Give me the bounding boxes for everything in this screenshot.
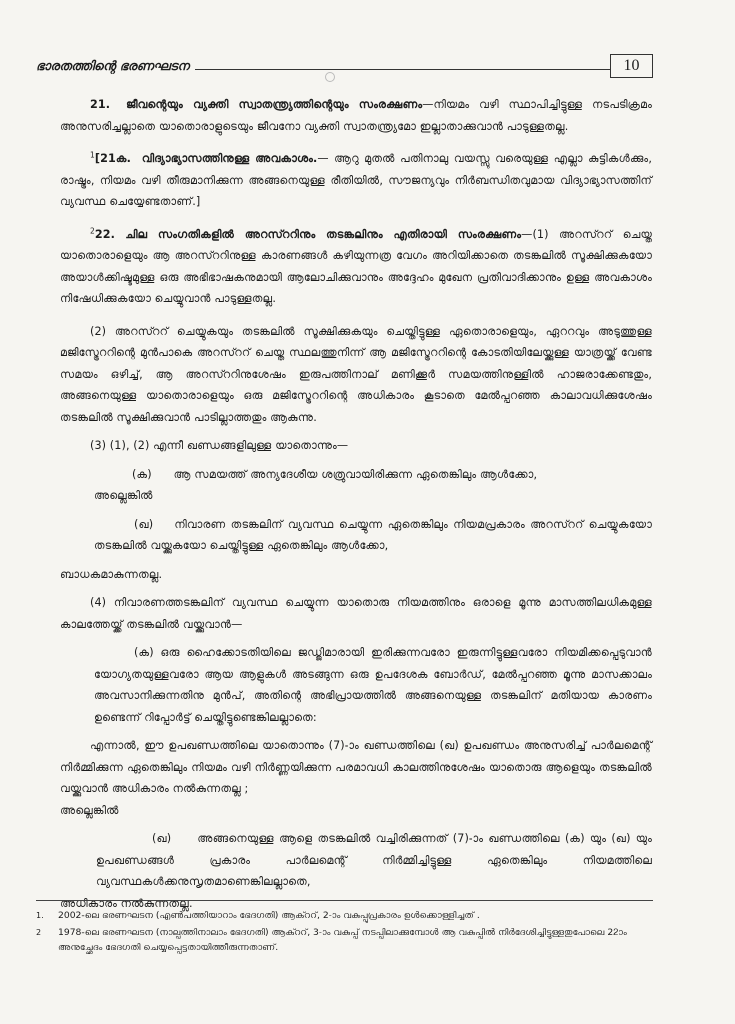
- article-22-clause-3-intro: (3) (1), (2) എന്നീ ഖണ്ഡങ്ങളിലുള്ള യാതൊന്നും—: [90, 439, 349, 452]
- clause-4-sub-b: [60, 828, 652, 893]
- footnote-mark: 2: [36, 928, 42, 937]
- clause-4-or: അല്ലെങ്കിൽ: [60, 803, 119, 817]
- article-22-clause-4-intro: (4) നിവാരണത്തടങ്കലിന് വ്യവസ്ഥ ചെയ്യുന്ന യാതൊരു നിയമത്തിനും ഒരാളെ മൂന്നു മാസത്തിലധികമുള്ള കാലത്തേയ്ക്ക് തടങ്കലിൽ വയ്ക്കുവാൻ—: [60, 596, 652, 631]
- article-heading: വിദ്യാഭ്യാസത്തിനുള്ള അവകാശം.: [141, 152, 318, 165]
- article-number: 21.: [90, 98, 111, 111]
- clause-4-proviso: എന്നാൽ, ഈ ഉപഖണ്ഡത്തിലെ യാതൊന്നും (7)-ാം ഖണ്ഡത്തിലെ (ഖ) ഉപഖണ്ഡം അനുസരിച്ച് പാർലമെന്റ് നിർമ്മിക്കുന്ന ഏതെങ്കിലും നിയമം വഴി നിർണ്ണയിക്കുന്ന പരമാവധി കാലത്തിനുശേഷം യാതൊരു ആളെയും തടങ്കലിൽ വയ്ക്കുവാൻ അധികാരം നൽകുന്നതല്ല ;: [60, 739, 652, 795]
- sub-text: നിവാരണ തടങ്കലിന് വ്യവസ്ഥ ചെയ്യുന്ന ഏതെങ്കിലും നിയമപ്രകാരം അറസ്ററ് ചെയ്യുകയോ തടങ്കലിൽ വയ്ക്കുകയോ ചെയ്തിട്ടുള്ള ഏതെങ്കിലും ആൾക്കോ,: [94, 517, 653, 552]
- running-header: [36, 54, 653, 84]
- page-number: 10: [610, 54, 653, 78]
- article-number: 22.: [94, 227, 115, 241]
- clause-4-sub-a: [60, 642, 652, 728]
- sub-label: (ക): [134, 646, 154, 659]
- document-body: [60, 94, 652, 914]
- header-title: ഭാരതത്തിന്റെ ഭരണഘടന: [36, 58, 195, 74]
- article-21a: [60, 148, 652, 213]
- sub-text: ആ സമയത്ത് അന്യദേശീയ ശത്രുവായിരിക്കുന്ന ഏതെങ്കിലും ആൾക്കോ,: [173, 467, 538, 481]
- footnotes: [36, 906, 653, 955]
- clause-3-or: അല്ലെങ്കിൽ: [94, 489, 153, 502]
- clause-text: —(1) അറസ്ററ് ചെയ്ത യാതൊരാളെയും ആ അറസ്ററിനുള്ള കാരണങ്ങൾ കഴിയുന്നത്ര വേഗം അറിയിക്കാതെ തടങ്കലിൽ സൂക്ഷിക്കുകയോ അയാൾക്കിഷ്ടമുള്ള ഒരു അഭിഭാഷകനുമായി ആലോചിക്കുവാനും അദ്ദേഹം മുഖേന പ്രതിവാദിക്കാനും ഉള്ള അവകാശം നിഷേധിക്കുകയോ ചെയ്യുവാൻ പാടുള്ളതല്ല.: [60, 227, 653, 305]
- footnote-rule: [36, 900, 653, 901]
- article-21: [60, 94, 652, 137]
- article-text: —നിയമം വഴി സ്ഥാപിച്ചിട്ടുള്ള നടപടിക്രമം അനുസരിച്ചല്ലാതെ യാതൊരാളുടെയും ജീവനോ വ്യക്തി സ്വാതന്ത്ര്യമോ ഇല്ലാതാക്കുവാൻ പാടുള്ളതല്ല.: [60, 98, 652, 133]
- article-22-clause-2: (2) അറസ്ററ് ചെയ്യുകയും തടങ്കലിൽ സൂക്ഷിക്കുകയും ചെയ്തിട്ടുള്ള ഏതൊരാളെയും, ഏററവും അടുത്തുള്ള മജിസ്ട്രേററിന്റെ മുൻപാകെ അറസ്ററ് ചെയ്ത സ്ഥലത്തുനിന്ന് ആ മജിസ്ട്രേററിന്റെ കോടതിയിലേയ്ക്കുള്ള യാത്രയ്ക്ക് വേണ്ട സമയം ഒഴിച്ച്, ആ അറസ്ററിനുശേഷം ഇരുപത്തിനാല് മണിക്കൂർ സമയത്തിനുള്ളിൽ ഹാജരാക്കേണ്ടതും, അങ്ങനെയുള്ള യാതൊരാളെയും ഒരു മജിസ്ട്രേററിന്റെ അധികാരം കൂടാതെ മേൽപ്പറഞ്ഞ കാലാവധിക്കുശേഷം തടങ്കലിൽ സൂക്ഷിക്കുവാൻ പാടില്ലാത്തതും ആകുന്നു.: [60, 324, 652, 424]
- footnote-mark: 1.: [36, 911, 44, 920]
- scan-mark: [325, 72, 335, 82]
- clause-4-end: അധികാരം നൽകുന്നതല്ല.: [60, 896, 193, 910]
- article-text: — ആറു മുതൽ പതിനാലു വയസ്സു വരെയുള്ള എല്ലാ കുട്ടികൾക്കും, രാഷ്ട്രം, നിയമം വഴി തീരുമാനിക്കുന്ന അങ്ങനെയുള്ള രീതിയിൽ, സൗജന്യവും നിർബന്ധിതവുമായ വിദ്യാഭ്യാസത്തിന് വ്യവസ്ഥ ചെയ്യേണ്ടതാണ്.]: [60, 152, 652, 208]
- article-number: [21ക.: [94, 152, 131, 165]
- footnote-ref: 1: [90, 150, 95, 160]
- article-22-clause-1: [60, 224, 652, 310]
- article-heading: ചില സംഗതികളിൽ അറസ്ററിനും തടങ്കലിനും എതിരായി സംരക്ഷണം: [125, 227, 522, 241]
- sub-label: (ഖ): [134, 517, 154, 531]
- sub-label: (ഖ): [152, 832, 172, 845]
- sub-label: (ക): [132, 467, 152, 481]
- clause-3-sub-b: [60, 514, 652, 557]
- footnote: [36, 908, 653, 923]
- clause-3-sub-a: [60, 464, 652, 486]
- sub-text: ഒരു ഹൈക്കോടതിയിലെ ജഡ്ജിമാരായി ഇരിക്കുന്നവരോ ഇരുന്നിട്ടുള്ളവരോ നിയമിക്കപ്പെടുവാൻ യോഗ്യതയുള്ളവരോ ആയ ആളുകൾ അടങ്ങുന്ന ഒരു ഉപദേശക ബോർഡ്, മേൽപ്പറഞ്ഞ മൂന്നു മാസക്കാലം അവസാനിക്കുന്നതിനു മുൻപ്, അതിന്റെ അഭിപ്രായത്തിൽ അങ്ങനെയുള്ള തടങ്കലിന് മതിയായ കാരണം ഉണ്ടെന്ന് റിപ്പോർട്ട് ചെയ്തിട്ടുണ്ടെങ്കിലല്ലാതെ:: [94, 646, 652, 724]
- footnote: [36, 925, 653, 955]
- clause-3-end: ബാധകമാകുന്നതല്ല.: [60, 567, 163, 581]
- footnote-ref: 2: [90, 225, 95, 235]
- article-heading: ജീവന്റെയും വ്യക്തി സ്വാതന്ത്ര്യത്തിന്റെയും സംരക്ഷണം: [126, 98, 423, 111]
- sub-text: അങ്ങനെയുള്ള ആളെ തടങ്കലിൽ വച്ചിരിക്കുന്നത് (7)-ാം ഖണ്ഡത്തിലെ (ക) യും (ഖ) യും ഉപഖണ്ഡങ്ങൾ പ്രകാരം പാർലമെന്റ് നിർമ്മിച്ചിട്ടുള്ള ഏതെങ്കിലും നിയമത്തിലെ വ്യവസ്ഥകൾക്കനുസൃതമാണെങ്കിലല്ലാതെ,: [96, 832, 653, 888]
- footnote-text: 2002-ലെ ഭരണഘടന (എൺപത്തിയാറാം ഭേദഗതി) ആക്ററ്, 2-ാം വകുപ്പുപ്രകാരം ഉൾക്കൊള്ളിച്ചത് .: [58, 910, 480, 921]
- footnote-text: 1978-ലെ ഭരണഘടന (നാല്പത്തിനാലാം ഭേദഗതി) ആക്ററ്, 3-ാം വകുപ്പ് നടപ്പിലാക്കുമ്പോൾ ആ വകുപ്പിൽ നിർദേശിച്ചിട്ടുള്ളതുപോലെ 22ാം അനുച്ഛേദം ഭേദഗതി ചെയ്യപ്പെട്ടതായിത്തീരുന്നതാണ്.: [58, 927, 627, 953]
